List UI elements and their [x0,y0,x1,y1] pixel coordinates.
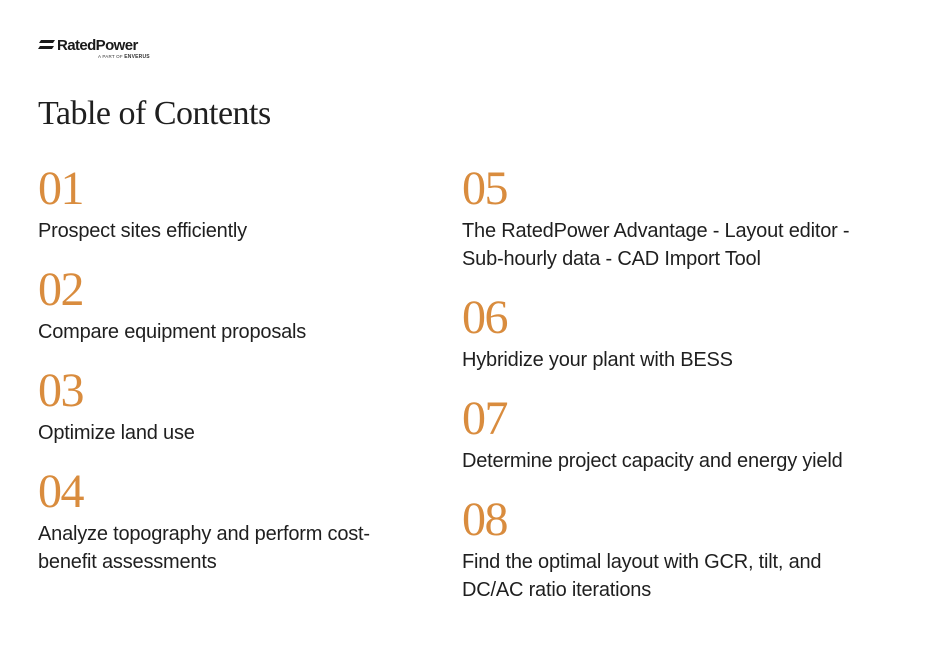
toc-number: 02 [38,263,83,316]
brand-tagline-brand: ENVERUS [124,54,150,60]
toc-label: Prospect sites efficiently [38,220,247,242]
brand-tagline-prefix: A PART OF [98,54,123,59]
brand-name: RatedPower [57,37,138,54]
toc-label: Compare equipment proposals [38,321,307,343]
brand-tagline [98,54,150,60]
toc-label: Optimize land use [38,422,195,444]
ratedpower-logo [38,37,158,61]
toc-item-01 [38,162,398,245]
toc-number: 05 [462,162,507,215]
ratedpower-mark-icon [38,40,55,50]
toc-number: 04 [38,465,83,518]
toc-number: 06 [462,291,507,344]
toc-number: 03 [38,364,83,417]
toc-item-06 [462,291,902,374]
toc-item-07 [462,392,902,475]
toc-item-02 [38,263,398,346]
toc-label: The RatedPower Advantage - Layout editor - Sub-hourly data - CAD Import Tool [462,220,850,270]
toc-number: 08 [462,493,507,546]
toc-item-04 [38,465,398,576]
toc-label: Analyze topography and perform cost-benefit assessments [38,523,370,573]
toc-item-08 [462,493,902,604]
toc-label: Find the optimal layout with GCR, tilt, and DC/AC ratio iterations [462,551,822,601]
toc-number: 07 [462,392,507,445]
toc-item-05 [462,162,902,273]
page-title: Table of Contents [38,95,271,132]
toc-label: Determine project capacity and energy yield [462,450,843,472]
toc-label: Hybridize your plant with BESS [462,349,733,371]
toc-number: 01 [38,162,83,215]
toc-item-03 [38,364,398,447]
